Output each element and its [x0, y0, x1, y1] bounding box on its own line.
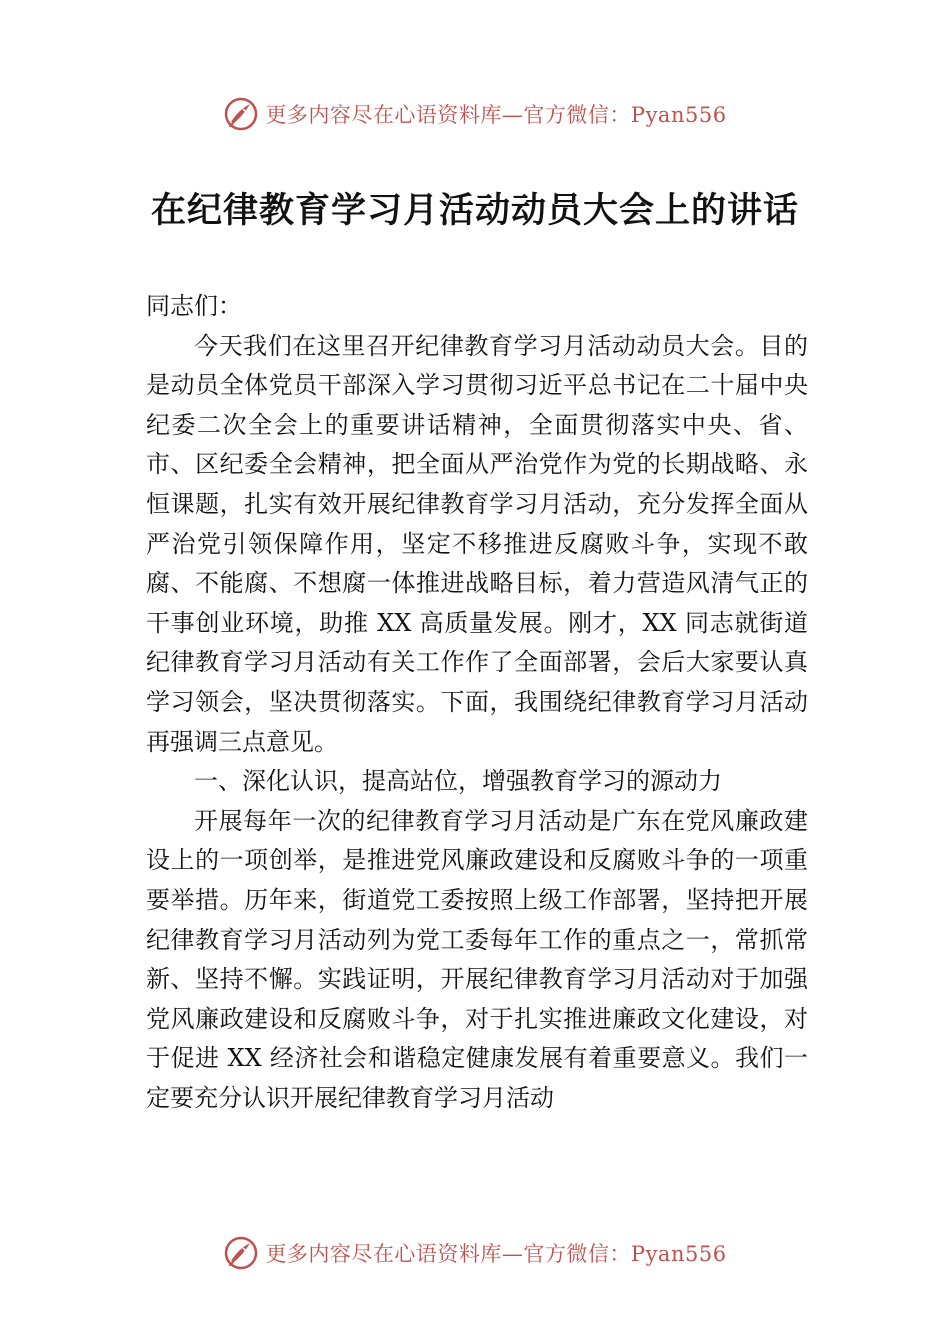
- banner-text: 更多内容尽在心语资料库—官方微信：Pyan556: [265, 103, 727, 127]
- paragraph-intro: 今天我们在这里召开纪律教育学习月活动动员大会。目的是动员全体党员干部深入学习贯彻习近平总书记在二十届中央纪委二次全会上的重要讲话精神，全面贯彻落实中央、省、市、区纪委全会精神，把全面从严治党作为党的长期战略、永恒课题，扎实有效开展纪律教育学习月活动，充分发挥全面从严治党引领保障作用，坚定不移推进反腐败斗争，实现不敢腐、不能腐、不想腐一体推进战略目标，着力营造风清气正的干事创业环境，助推 XX 高质量发展。刚才，XX 同志就街道纪律教育学习月活动有关工作作了全面部署，会后大家要认真学习领会，坚决贯彻落实。下面，我围绕纪律教育学习月活动再强调三点意见。: [146, 331, 808, 756]
- document-title: 在纪律教育学习月活动动员大会上的讲话: [150, 190, 799, 231]
- footer-banner: [0, 1233, 950, 1273]
- header-banner: [0, 94, 950, 134]
- section-heading-1: 一、深化认识，提高站位，增强教育学习的源动力: [194, 767, 722, 796]
- salutation: 同志们：: [146, 292, 242, 320]
- pen-nib-logo-icon: [223, 96, 259, 132]
- paragraph-section-1: 开展每年一次的纪律教育学习月活动是广东在党风廉政建设上的一项创举，是推进党风廉政建设和反腐败斗争的一项重要举措。历年来，街道党工委按照上级工作部署，坚持把开展纪律教育学习月活动列为党工委每年工作的重点之一，常抓常新、坚持不懈。实践证明，开展纪律教育学习月活动对于加强党风廉政建设和反腐败斗争，对于扎实推进廉政文化建设，对于促进 XX 经济社会和谐稳定健康发展有着重要意义。我们一定要充分认识开展纪律教育学习月活动: [146, 806, 808, 1112]
- banner-text: 更多内容尽在心语资料库—官方微信：Pyan556: [265, 1242, 727, 1266]
- document-body: [146, 287, 808, 1118]
- pen-nib-logo-icon: [223, 1235, 259, 1271]
